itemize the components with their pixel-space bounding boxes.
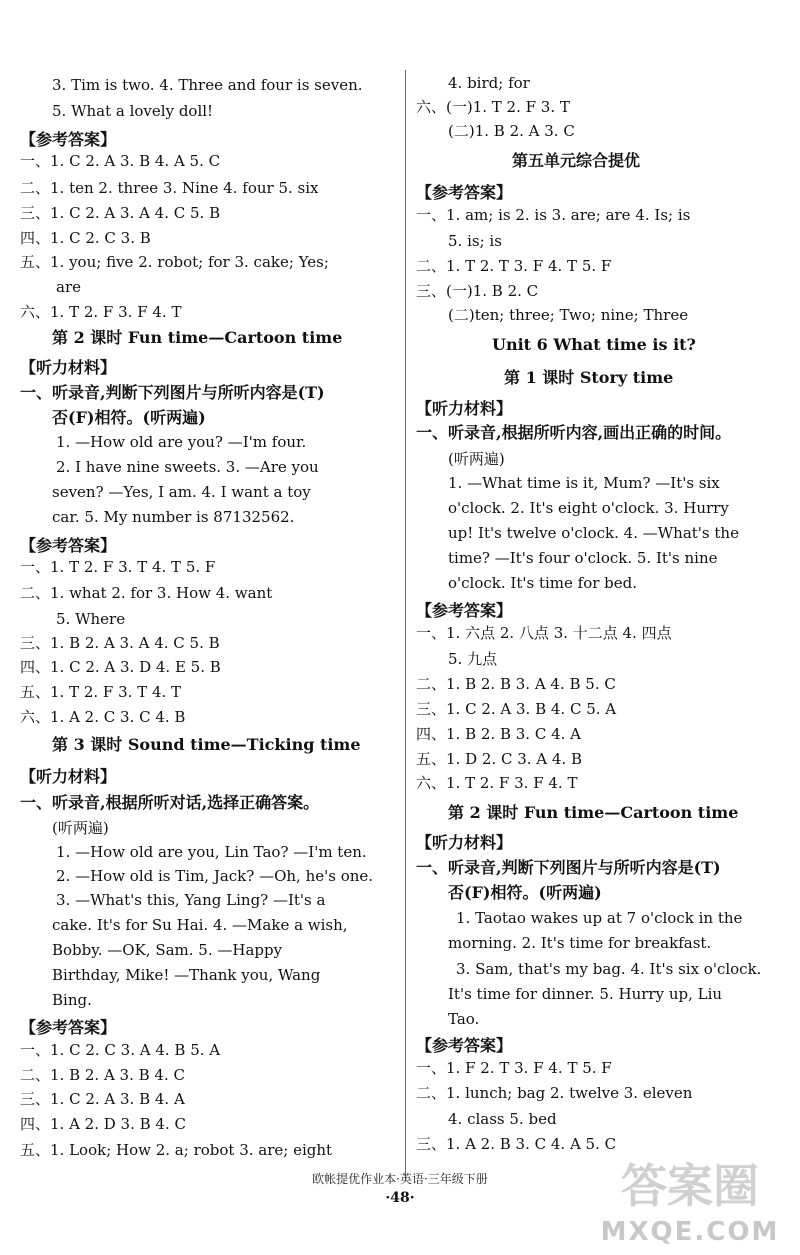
answer-line: 三、1. C 2. A 3. A 4. C 5. B <box>20 204 221 222</box>
answer-line: 二、1. ten 2. three 3. Nine 4. four 5. six <box>20 179 319 197</box>
answer-line: are <box>56 278 81 296</box>
answer-line: 一、1. T 2. F 3. T 4. T 5. F <box>20 558 216 576</box>
answer-line: (听两遍) <box>52 819 109 837</box>
answer-line: (听两遍) <box>448 450 505 468</box>
answer-line: 5. 九点 <box>448 650 498 668</box>
answer-line: 二、1. what 2. for 3. How 4. want <box>20 584 273 602</box>
section-label: 【参考答案】 <box>416 1036 513 1055</box>
column-divider <box>405 70 406 1180</box>
section-label: 【听力材料】 <box>416 833 513 852</box>
answer-line: 三、(一)1. B 2. C <box>416 282 539 300</box>
section-label: 【听力材料】 <box>416 399 513 418</box>
answer-line: Bing. <box>52 991 92 1009</box>
answer-line: 一、1. am; is 2. is 3. are; are 4. Is; is <box>416 206 691 224</box>
answer-line: 5. What a lovely doll! <box>52 102 214 120</box>
answer-line: time? —It's four o'clock. 5. It's nine <box>448 549 718 567</box>
instruction-line: 一、听录音,根据所听内容,画出正确的时间。 <box>416 423 732 442</box>
answer-line: 4. class 5. bed <box>448 1110 557 1128</box>
instruction-line: 一、听录音,判断下列图片与所听内容是(T) <box>20 383 325 402</box>
answer-line: Tao. <box>448 1010 480 1028</box>
answer-line: 5. is; is <box>448 232 502 250</box>
answer-line: 二、1. B 2. A 3. B 4. C <box>20 1066 185 1084</box>
answer-line: 二、1. B 2. B 3. A 4. B 5. C <box>416 675 616 693</box>
answer-line: o'clock. 2. It's eight o'clock. 3. Hurry <box>448 499 729 517</box>
answer-line: 六、1. A 2. C 3. C 4. B <box>20 708 186 726</box>
answer-line: 4. bird; for <box>448 74 530 92</box>
instruction-line: 一、听录音,判断下列图片与所听内容是(T) <box>416 858 721 877</box>
section-label: 【参考答案】 <box>416 183 513 202</box>
answer-line: (二)1. B 2. A 3. C <box>448 122 575 140</box>
answer-line: up! It's twelve o'clock. 4. —What's the <box>448 524 739 542</box>
lesson-title: 第 2 课时 Fun time—Cartoon time <box>52 328 343 347</box>
answer-line: (二)ten; three; Two; nine; Three <box>448 306 689 324</box>
answer-line: 1. —How old are you? —I'm four. <box>56 433 307 451</box>
answer-line: 1. —How old are you, Lin Tao? —I'm ten. <box>56 843 367 861</box>
lesson-title: Unit 6 What time is it? <box>492 335 696 354</box>
page-number: ·48· <box>385 1190 415 1206</box>
answer-line: Birthday, Mike! —Thank you, Wang <box>52 966 321 984</box>
answer-line: 3. Tim is two. 4. Three and four is seven. <box>52 76 363 94</box>
answer-line: 2. I have nine sweets. 3. —Are you <box>56 458 319 476</box>
answer-line: 四、1. C 2. A 3. D 4. E 5. B <box>20 658 221 676</box>
lesson-title: 第 3 课时 Sound time—Ticking time <box>52 735 361 754</box>
answer-line: 3. —What's this, Yang Ling? —It's a <box>56 891 326 909</box>
answer-line: 五、1. T 2. F 3. T 4. T <box>20 683 182 701</box>
instruction-line: 否(F)相符。(听两遍) <box>448 883 602 902</box>
answer-line: 1. —What time is it, Mum? —It's six <box>448 474 720 492</box>
answer-line: 一、1. F 2. T 3. F 4. T 5. F <box>416 1059 612 1077</box>
watermark-url: MXQE.COM <box>600 1217 780 1247</box>
answer-line: 五、1. D 2. C 3. A 4. B <box>416 750 582 768</box>
lesson-title: 第 1 课时 Story time <box>504 368 674 387</box>
instruction-line: 一、听录音,根据所听对话,选择正确答案。 <box>20 793 320 812</box>
section-label: 【参考答案】 <box>20 536 117 555</box>
answer-line: 四、1. C 2. C 3. B <box>20 229 151 247</box>
lesson-title: 第五单元综合提优 <box>512 151 641 170</box>
answer-line: 六、1. T 2. F 3. F 4. T <box>20 303 182 321</box>
answer-line: It's time for dinner. 5. Hurry up, Liu <box>448 985 723 1003</box>
answer-line: o'clock. It's time for bed. <box>448 574 638 592</box>
answer-line: 二、1. lunch; bag 2. twelve 3. eleven <box>416 1084 693 1102</box>
answer-line: 一、1. C 2. A 3. B 4. A 5. C <box>20 152 221 170</box>
answer-line: 四、1. B 2. B 3. C 4. A <box>416 725 581 743</box>
answer-line: 3. Sam, that's my bag. 4. It's six o'clock. <box>456 960 762 978</box>
answer-line: 六、1. T 2. F 3. F 4. T <box>416 774 578 792</box>
answer-line: 四、1. A 2. D 3. B 4. C <box>20 1115 186 1133</box>
section-label: 【参考答案】 <box>20 1018 117 1037</box>
instruction-line: 否(F)相符。(听两遍) <box>52 408 206 427</box>
book-title: 欧帐提优作业本·英语·三年级下册 <box>312 1172 488 1186</box>
answer-line: Bobby. —OK, Sam. 5. —Happy <box>52 941 283 959</box>
answer-line: 五、1. you; five 2. robot; for 3. cake; Yes; <box>20 253 329 271</box>
answer-line: 三、1. B 2. A 3. A 4. C 5. B <box>20 634 220 652</box>
answer-line: 一、1. C 2. C 3. A 4. B 5. A <box>20 1041 221 1059</box>
answer-line: 五、1. Look; How 2. a; robot 3. are; eight <box>20 1141 333 1159</box>
answer-line: cake. It's for Su Hai. 4. —Make a wish, <box>52 916 348 934</box>
answer-line: morning. 2. It's time for breakfast. <box>448 934 712 952</box>
lesson-title: 第 2 课时 Fun time—Cartoon time <box>448 803 739 822</box>
answer-line: 六、(一)1. T 2. F 3. T <box>416 98 570 116</box>
answer-line: 一、1. 六点 2. 八点 3. 十二点 4. 四点 <box>416 624 672 642</box>
answer-line: car. 5. My number is 87132562. <box>52 508 295 526</box>
section-label: 【参考答案】 <box>20 130 117 149</box>
section-label: 【参考答案】 <box>416 601 513 620</box>
answer-line: 三、1. C 2. A 3. B 4. A <box>20 1090 185 1108</box>
answer-line: 二、1. T 2. T 3. F 4. T 5. F <box>416 257 612 275</box>
answer-line: 1. Taotao wakes up at 7 o'clock in the <box>456 909 743 927</box>
watermark-text: 答案圈 <box>621 1159 759 1213</box>
answer-line: 2. —How old is Tim, Jack? —Oh, he's one. <box>56 867 374 885</box>
answer-line: 三、1. A 2. B 3. C 4. A 5. C <box>416 1135 617 1153</box>
answer-line: seven? —Yes, I am. 4. I want a toy <box>52 483 311 501</box>
section-label: 【听力材料】 <box>20 358 117 377</box>
answer-line: 三、1. C 2. A 3. B 4. C 5. A <box>416 700 617 718</box>
section-label: 【听力材料】 <box>20 767 117 786</box>
answer-line: 5. Where <box>56 610 126 628</box>
